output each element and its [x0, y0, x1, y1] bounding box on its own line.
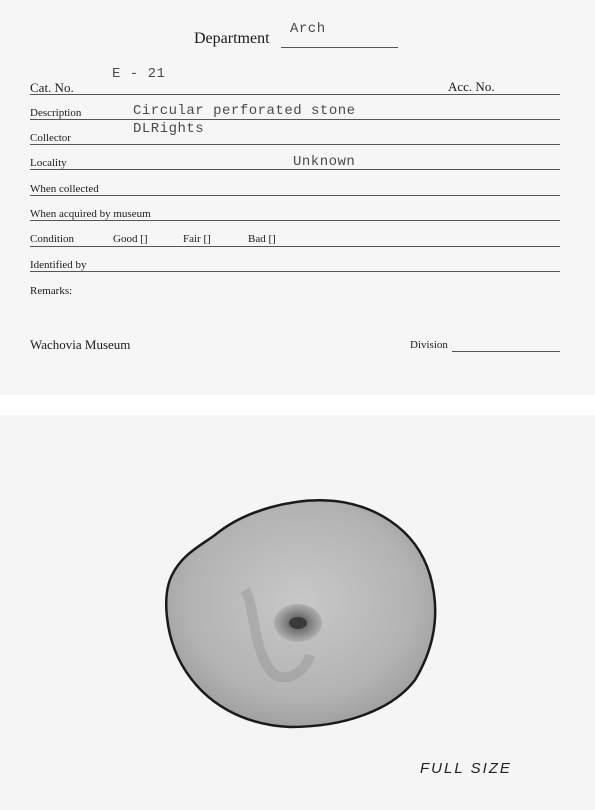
description-label: Description	[30, 107, 82, 119]
department-value: Arch	[290, 21, 326, 37]
condition-bad: Bad []	[248, 233, 276, 245]
condition-label: Condition	[30, 233, 75, 245]
when-collected-rule	[30, 195, 560, 196]
catalog-card	[0, 0, 595, 395]
cat-no-value: E - 21	[112, 66, 166, 82]
department-rule	[281, 47, 398, 48]
locality-rule	[30, 169, 560, 170]
identified-by-label: Identified by	[30, 259, 87, 271]
cat-no-label: Cat. No.	[30, 80, 74, 95]
card-gap	[0, 395, 595, 415]
when-acquired-label: When acquired by museum	[30, 208, 151, 220]
full-size-caption: FULL SIZE	[420, 760, 512, 777]
condition-row	[30, 233, 560, 247]
when-collected-label: When collected	[30, 183, 99, 195]
collector-value: DLRights	[133, 121, 205, 137]
description-rule	[30, 119, 560, 120]
department-label: Department	[194, 30, 270, 47]
locality-value: Unknown	[293, 154, 356, 170]
condition-fair: Fair []	[183, 233, 211, 245]
locality-label: Locality	[30, 157, 67, 169]
remarks-label: Remarks:	[30, 285, 73, 297]
collector-rule	[30, 144, 560, 145]
collector-label: Collector	[30, 132, 71, 144]
acc-no-label: Acc. No.	[448, 79, 495, 94]
division-label: Division	[410, 339, 448, 351]
condition-rule	[30, 246, 560, 247]
museum-name: Wachovia Museum	[30, 337, 131, 352]
stone-drawing	[160, 495, 440, 735]
cat-no-rule	[30, 94, 560, 95]
division-rule	[452, 351, 560, 352]
identified-by-rule	[30, 271, 560, 272]
when-acquired-rule	[30, 220, 560, 221]
condition-good: Good []	[113, 233, 148, 245]
description-value: Circular perforated stone	[133, 103, 356, 119]
